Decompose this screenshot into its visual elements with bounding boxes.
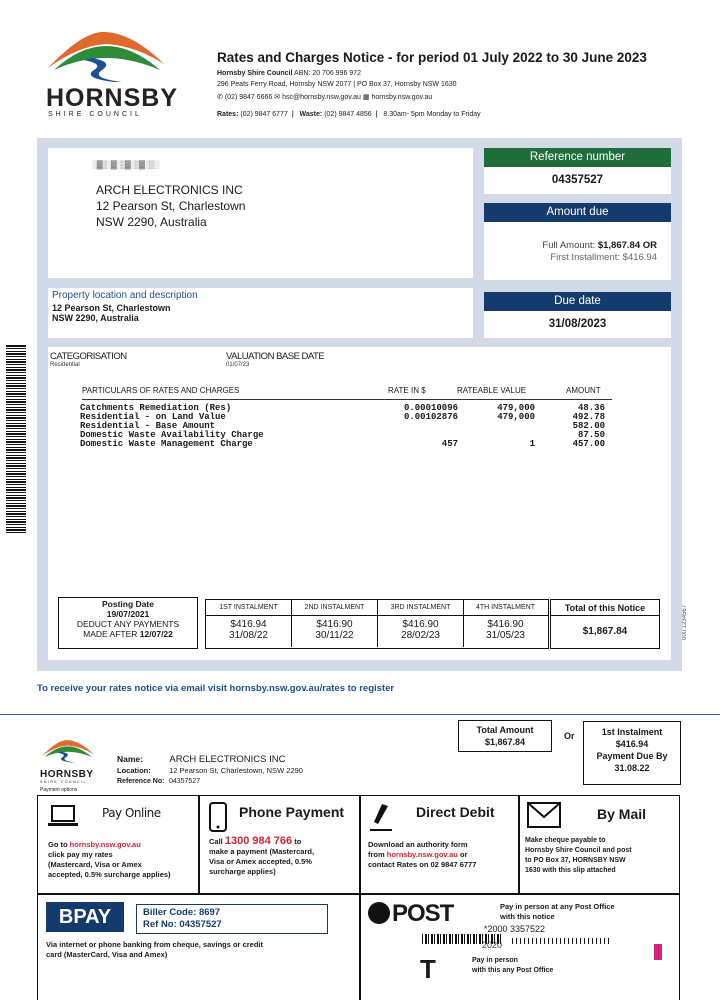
header-line-4 [217, 111, 481, 118]
by-mail-line2: Hornsby Shire Council and post [525, 847, 632, 854]
total-notice-value: $1,867.84 [582, 626, 628, 637]
notice-title: Rates and Charges Notice - for period 01 July 2022 to 30 June 2023 [217, 50, 647, 65]
logo-subtitle: SHIRE COUNCIL [48, 111, 142, 118]
post-text [500, 902, 670, 922]
phone-icon: ✆ [217, 94, 223, 101]
full-amount-line [542, 240, 657, 251]
by-mail-text [525, 836, 679, 876]
instalment-label: 3RD INSTALMENT [378, 600, 464, 615]
instalment-amount: $416.94 [230, 619, 267, 630]
post-code-1: *2000 3357522 [484, 924, 546, 934]
council-po-box: PO Box 37, Hornsby NSW 1630 [356, 81, 457, 88]
property-line1: 12 Pearson St, Charlestown [52, 303, 171, 313]
bpay-ref-line [143, 919, 321, 931]
charges-box [48, 347, 671, 660]
reference-number: 04357527 [551, 174, 604, 186]
row-rateable: 479,000 [497, 412, 535, 422]
valuation-label: VALUATION BASE DATE [226, 351, 325, 362]
slip-logo-subtitle: SHIRE COUNCIL [40, 780, 87, 784]
phone-payment-cell [201, 798, 357, 892]
charges-header-particulars: PARTICULARS OF RATES AND CHARGES [82, 386, 240, 395]
logo-word: HORNSBY [46, 84, 179, 112]
made-after-date: 12/07/22 [139, 629, 173, 639]
instalment-value [292, 616, 378, 647]
slip-location-label: Location: [117, 766, 151, 775]
pay-online-line4: accepted, 0.5% surcharge applies) [48, 870, 171, 879]
council-abn: ABN: 20 706 996 972 [294, 70, 361, 77]
post-logo-icon [368, 902, 390, 924]
charges-header-amount: AMOUNT [566, 386, 601, 395]
email-icon: ✉ [274, 94, 281, 101]
by-mail-line3: to PO Box 37, HORNSBY NSW [525, 857, 626, 864]
phone-payment-line2: make a payment (Mastercard, [209, 847, 315, 856]
slip-first-box [583, 721, 681, 785]
office-hours: 8.30am- 5pm Monday to Friday [383, 111, 481, 118]
by-mail-line4: 1630 with this slip attached [525, 867, 616, 874]
slip-logo [40, 736, 96, 791]
slip-location-line [117, 765, 303, 776]
web-icon: ▦ [362, 94, 370, 101]
waste-label: Waste: [299, 111, 323, 118]
header-line-2 [217, 81, 457, 88]
bpay-ref-label: Ref No: [143, 919, 177, 930]
pay-online-line3: (Mastercard, Visa or Amex [48, 860, 142, 869]
slip-location-value: 12 Pearson St, Charlestown, NSW 2290 [169, 766, 303, 775]
direct-debit-title: Direct Debit [416, 804, 495, 820]
charges-header-rule [82, 399, 612, 400]
posting-date: 19/07/2021 [106, 609, 150, 619]
bpay-line1: Via internet or phone banking from cheque, savings or credit [46, 940, 263, 949]
instalment-value [378, 616, 464, 647]
slip-first-value: $416.94 [615, 739, 649, 749]
instalment-date: 30/11/22 [315, 630, 354, 641]
categorisation-label: CATEGORISATION [50, 351, 127, 362]
property-line2: NSW 2290, Australia [52, 313, 139, 323]
slip-name-value: ARCH ELECTRONICS INC [169, 754, 286, 765]
bpay-biller-label: Biller Code: [143, 907, 197, 918]
instalment-amount: $416.90 [487, 619, 524, 630]
instalment-table [205, 599, 549, 649]
row-particular: Catchments Remediation (Res) [80, 403, 232, 413]
instalment-date: 31/05/23 [486, 630, 525, 641]
phone-payment-text [209, 836, 359, 877]
bpay-ref-value: 04357527 [179, 919, 222, 930]
row-particular: Domestic Waste Management Charge [80, 439, 253, 449]
bpay-biller-box [136, 904, 328, 934]
bpay-text [46, 940, 346, 960]
instalment-value [464, 616, 547, 647]
instalment-header-row [206, 600, 548, 616]
posting-deduct: DEDUCT ANY PAYMENTS [76, 619, 180, 629]
pay-online-cell [40, 798, 196, 892]
due-date-value: 31/08/2023 [548, 318, 607, 330]
bpay-line2: card (MasterCard, Visa and Amex) [46, 950, 168, 959]
pay-online-line2: click pay my rates [48, 850, 113, 859]
post-line3: Pay in person [472, 957, 518, 964]
charges-rows [80, 404, 620, 449]
post-line2: with this notice [500, 912, 555, 921]
slip-total-box [458, 720, 552, 752]
tear-off-line [0, 714, 720, 715]
phone-payment-line3: Visa or Amex accepted, 0.5% [209, 857, 312, 866]
side-code: 000 1234567 [682, 604, 688, 640]
post-line4: with this any Post Office [472, 967, 554, 974]
pay-online-text [48, 840, 198, 880]
phone-payment-line4: surcharge applies) [209, 867, 276, 876]
slip-total-value: $1,867.84 [484, 737, 526, 747]
grid-h1 [37, 893, 680, 895]
instalment-amount: $416.90 [316, 619, 353, 630]
slip-total-label: Total Amount [476, 725, 534, 735]
post-marker [654, 944, 662, 960]
bpay-cell [40, 896, 356, 1000]
post-cell [362, 896, 680, 1000]
council-name: Hornsby Shire Council [217, 70, 293, 77]
instalment-label: 2ND INSTALMENT [292, 600, 378, 615]
direct-debit-line1: Download an authority form [368, 840, 468, 849]
addressee-box [48, 148, 473, 278]
direct-debit-or: or [459, 850, 468, 859]
pay-online-go-to: Go to [48, 840, 68, 849]
slip-first-label: 1st Instalment [601, 727, 663, 737]
made-after-label: MADE AFTER [83, 629, 138, 639]
slip-ref-value: 04357527 [168, 778, 201, 785]
instalment-amount: $416.90 [402, 619, 439, 630]
side-barcode [6, 345, 26, 535]
row-particular: Residential - on Land Value [80, 412, 226, 422]
direct-debit-from: from [368, 850, 385, 859]
posting-made-after [59, 629, 197, 639]
divider: | [373, 111, 382, 118]
post-line1: Pay in person at any Post Office [500, 902, 615, 911]
grid-v2 [359, 795, 361, 1000]
post-logo-text: POST [392, 900, 454, 927]
row-rate: 0.00010096 [403, 403, 458, 413]
council-logo [44, 24, 179, 120]
instalment-date: 28/02/23 [401, 630, 440, 641]
grid-v3 [518, 795, 520, 895]
envelope-icon [527, 802, 561, 828]
post-text-2 [472, 956, 662, 976]
property-box [48, 288, 473, 338]
pen-signature-icon [368, 802, 394, 832]
valuation-value: 01/07/23 [226, 362, 250, 368]
direct-debit-line3: contact Rates on 02 9847 6777 [368, 860, 477, 869]
council-phone: (02) 9847 6666 [224, 94, 273, 101]
row-rate: 0.00102876 [403, 412, 458, 422]
slip-or: Or [564, 731, 575, 741]
by-mail-line1: Make cheque payable to [525, 837, 606, 844]
slip-name-line [117, 754, 303, 765]
full-amount-label: Full Amount: [542, 240, 596, 251]
posting-label: Posting Date [102, 599, 154, 609]
council-web: hornsby.nsw.gov.au [371, 94, 433, 101]
row-amount: 457.00 [572, 439, 605, 449]
row-amount: 492.78 [572, 412, 605, 422]
divider: | [353, 81, 357, 88]
phone-call-label: Call [209, 837, 223, 846]
by-mail-title: By Mail [597, 806, 647, 822]
row-amount: 48.36 [577, 403, 605, 413]
reference-label: Reference number [484, 148, 671, 167]
row-amount: 87.50 [577, 430, 605, 440]
grid-v1 [198, 795, 200, 895]
phone-to: to [294, 837, 302, 846]
hornsby-logo-icon [44, 24, 169, 84]
addressee-name: ARCH ELECTRONICS INC [96, 183, 243, 197]
due-date-label: Due date [484, 292, 671, 311]
charges-header-rateable: RATEABLE VALUE [457, 386, 527, 395]
row-rateable: 479,000 [497, 403, 535, 413]
row-rateable: 1 [529, 439, 535, 449]
slip-first-due-label: Payment Due By [596, 751, 668, 761]
phone-number[interactable]: 1300 984 766 [224, 835, 293, 847]
first-installment-line [550, 252, 657, 263]
direct-debit-line2 [368, 850, 518, 860]
categorisation-value: Residential [50, 362, 80, 368]
by-mail-cell [521, 798, 679, 892]
post-code-2: 2020 [482, 940, 503, 950]
phone-payment-line1 [209, 836, 359, 847]
instalment-value [206, 616, 292, 647]
phone-payment-title: Phone Payment [239, 804, 345, 820]
full-amount-value: $1,867.84 OR [597, 240, 657, 251]
instalment-label: 1ST INSTALMENT [206, 600, 292, 615]
row-particular: Residential - Base Amount [80, 421, 216, 431]
post-logo [368, 900, 453, 928]
row-rate: 457 [441, 439, 458, 449]
divider: | [289, 111, 298, 118]
due-date-box [484, 311, 671, 338]
direct-debit-text [368, 840, 518, 870]
pay-online-title: Pay Online [102, 806, 161, 820]
waste-phone: (02) 9847 4856 [324, 111, 372, 118]
rates-label: Rates: [217, 111, 239, 118]
post-barcode-2 [512, 938, 612, 944]
laptop-icon [48, 804, 78, 828]
reference-box [484, 167, 671, 194]
slip-customer [117, 754, 303, 787]
post-icon-t: T [420, 954, 436, 984]
header-line-3 [217, 93, 432, 101]
instalment-label: 4TH INSTALMENT [476, 604, 535, 611]
council-email: hsc@hornsby.nsw.gov.au [282, 94, 361, 101]
pay-online-link[interactable]: hornsby.nsw.gov.au [69, 840, 141, 849]
property-label: Property location and description [52, 290, 198, 301]
bpay-logo: BPAY [46, 902, 124, 932]
total-notice-box [550, 599, 660, 649]
rates-phone: (02) 9847 6777 [240, 111, 288, 118]
direct-debit-link[interactable]: hornsby.nsw.gov.au [386, 850, 458, 859]
slip-ref-line [117, 776, 303, 787]
posting-box [58, 597, 198, 649]
slip-logo-word: HORNSBY [40, 769, 94, 780]
bpay-biller-line [143, 907, 321, 919]
header-line-1 [217, 70, 361, 77]
total-notice-label: Total of this Notice [551, 600, 659, 616]
payment-options-label: Payment options [40, 787, 78, 793]
direct-debit-cell [362, 798, 516, 892]
instalment-value-row [206, 616, 548, 647]
amount-due-box [484, 222, 671, 280]
instalment-date: 31/08/22 [229, 630, 268, 641]
row-particular: Domestic Waste Availability Charge [80, 430, 264, 440]
email-notice: To receive your rates notice via email visit hornsby.nsw.gov.au/rates to register [37, 683, 395, 694]
hornsby-logo-icon [40, 736, 96, 764]
slip-first-due-date: 31.08.22 [614, 763, 650, 773]
charges-header-rate: RATE IN $ [388, 386, 426, 395]
slip-ref-label: Reference No: [117, 778, 165, 785]
amount-due-label: Amount due [484, 203, 671, 222]
bpay-biller-value: 8697 [198, 907, 221, 918]
table-row [80, 440, 620, 449]
council-address: 296 Peats Ferry Road, Hornsby NSW 2077 [217, 81, 352, 88]
slip-name-label: Name: [117, 754, 143, 764]
first-installment-value: $416.94 [622, 252, 657, 263]
row-amount: 582.00 [572, 421, 605, 431]
first-installment-label: First Installment: [550, 252, 621, 263]
pay-online-line1 [48, 840, 198, 850]
addressee-code: ░▓▒░▓░▒▓░▒▓░▒░ [92, 160, 159, 169]
addressee-street: 12 Pearson St, Charlestown [96, 199, 246, 213]
addressee-city: NSW 2290, Australia [96, 215, 207, 229]
mobile-phone-icon [209, 802, 227, 832]
